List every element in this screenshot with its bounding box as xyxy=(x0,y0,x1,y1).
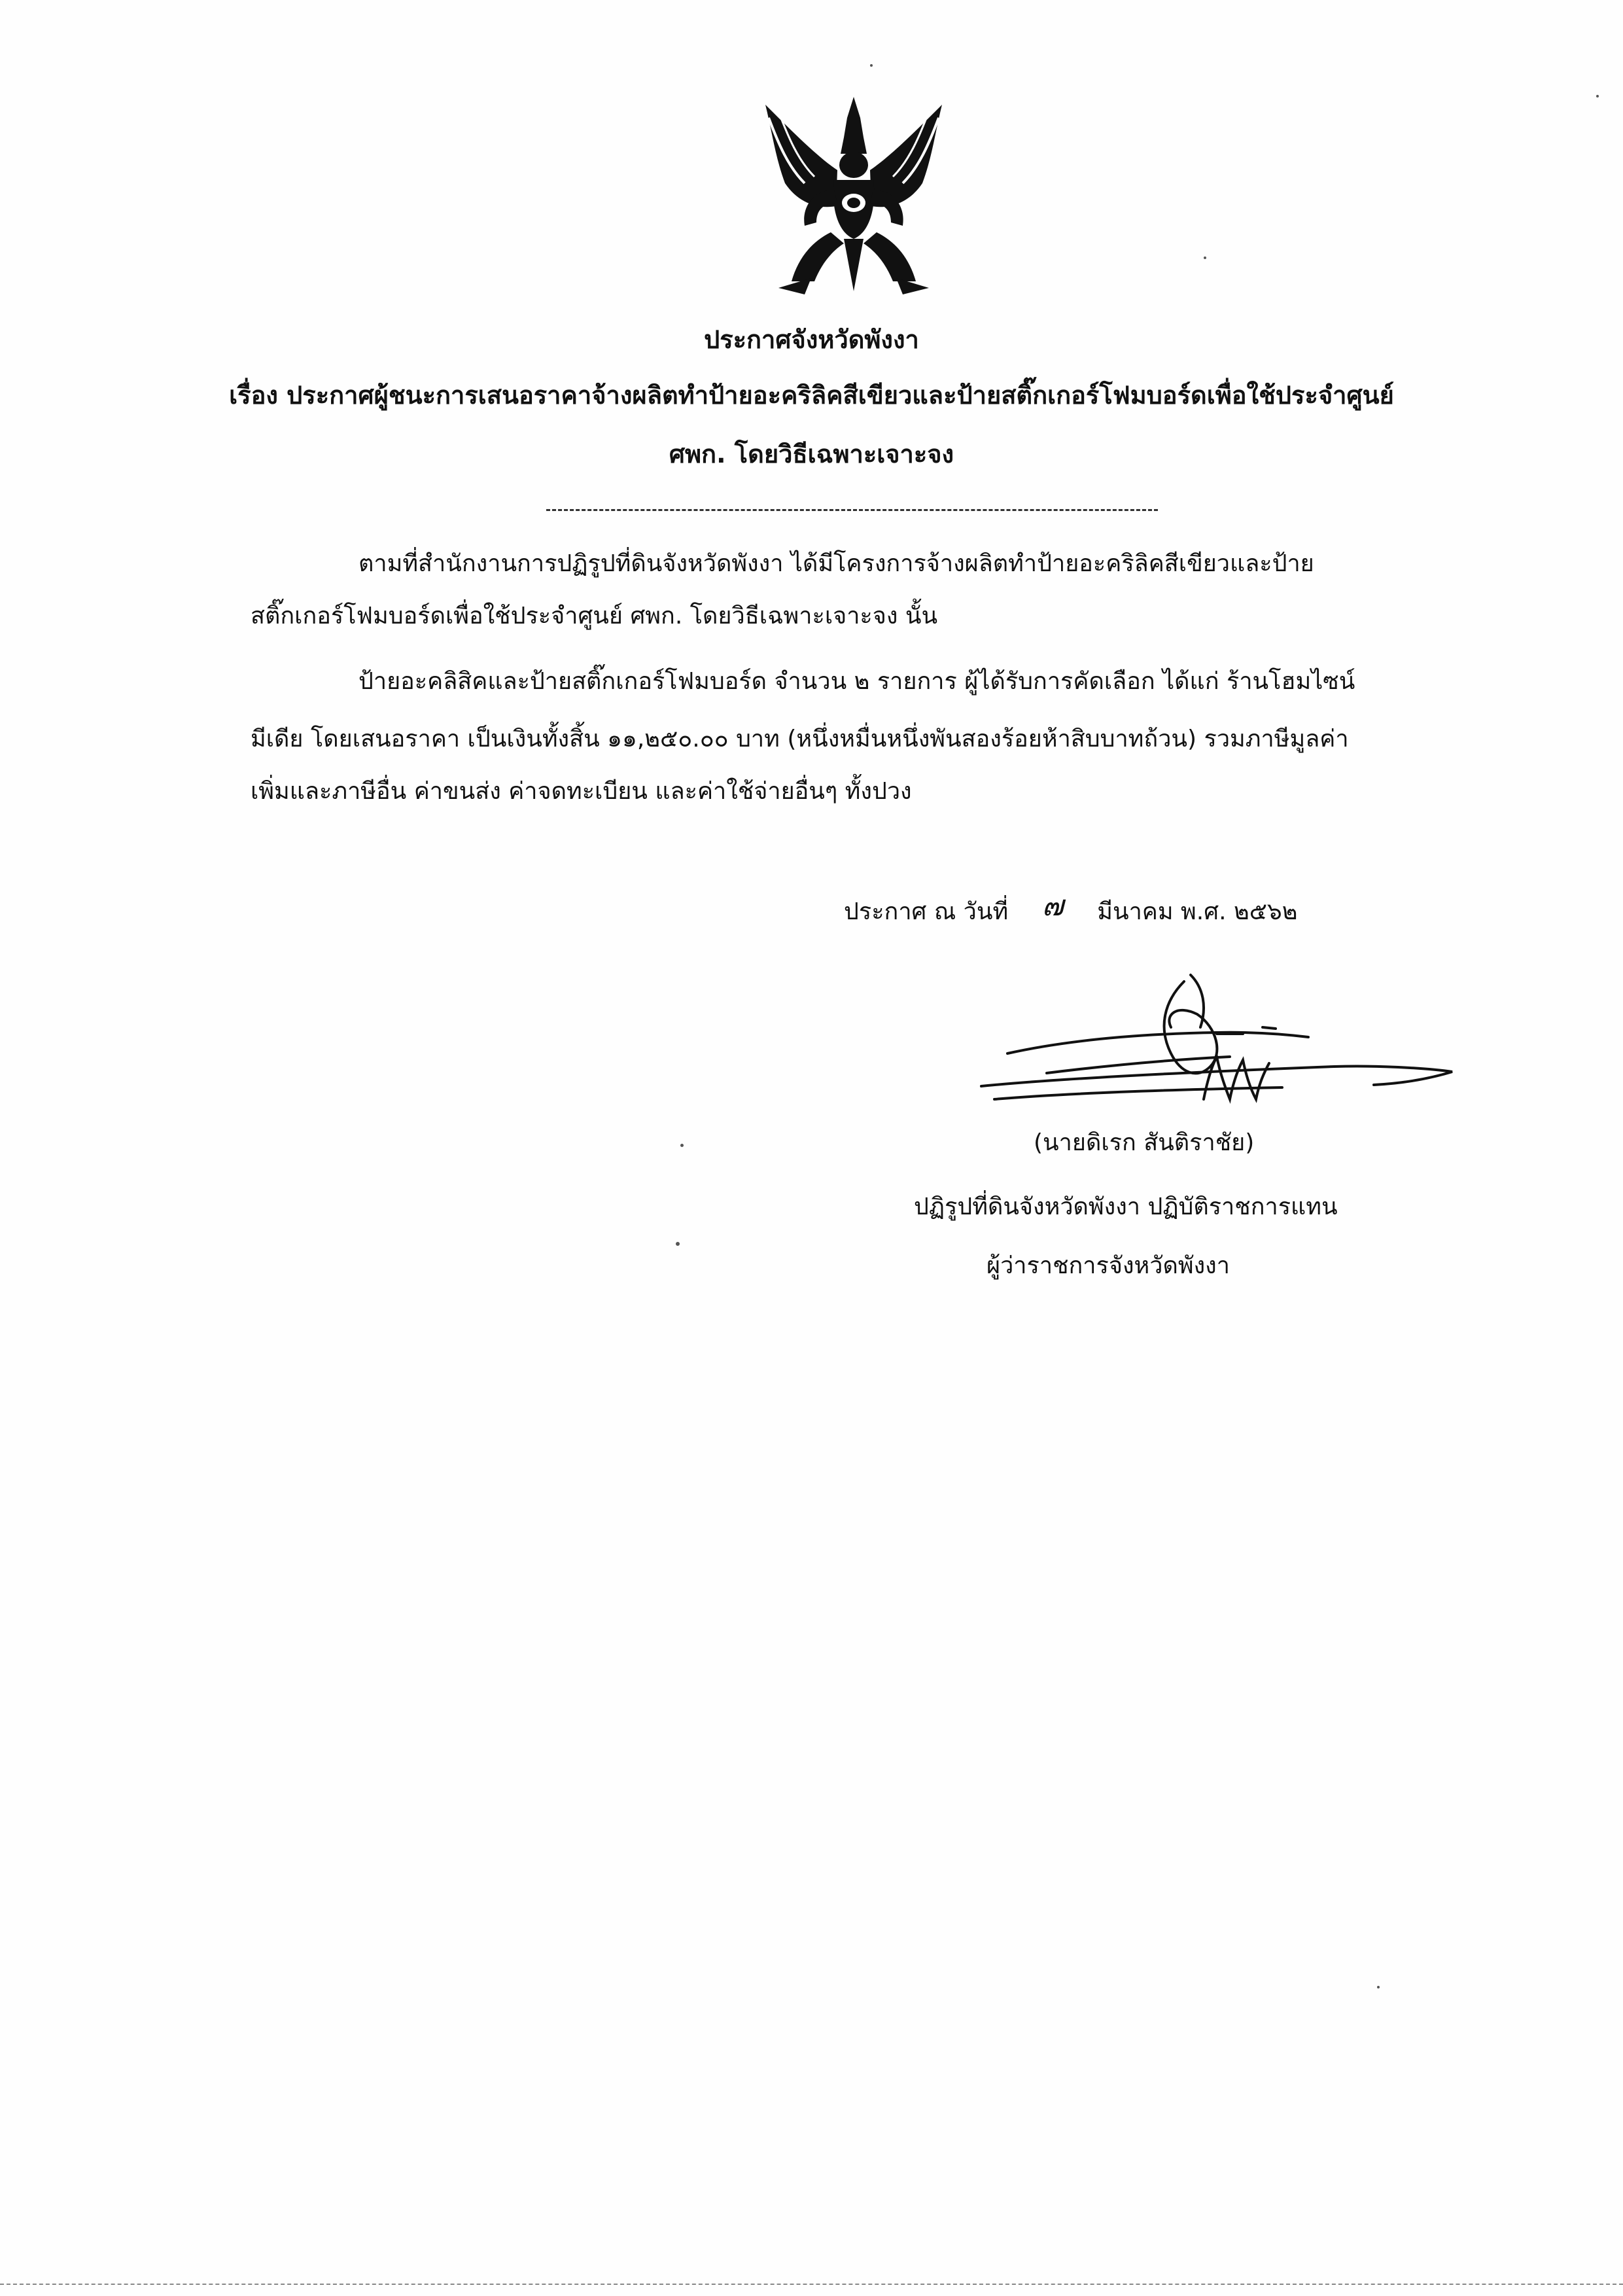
announcement-date xyxy=(844,887,1298,932)
paragraph-2-line-1: ป้ายอะคลิสิคและป้ายสติ๊กเกอร์โฟมบอร์ด จำนวน ๒ รายการ ผู้ได้รับการคัดเลือก ได้แก่ ร้านโฮมไซน์ xyxy=(358,668,1355,695)
scan-speck xyxy=(1377,1986,1380,1988)
date-prefix: ประกาศ ณ วันที่ xyxy=(844,898,1009,925)
paragraph-2-line-3: เพิ่มและภาษีอื่น ค่าขนส่ง ค่าจดทะเบียน และค่าใช้จ่ายอื่นๆ ทั้งปวง xyxy=(251,778,912,805)
document-title: ประกาศจังหวัดพังงา xyxy=(704,325,919,354)
date-day-handwritten: ๗ xyxy=(1041,889,1064,923)
signatory-name: (นายดิเรก สันติราชัย) xyxy=(1034,1129,1255,1156)
scan-speck xyxy=(680,1144,684,1147)
paragraph-1-line-1: ตามที่สำนักงานการปฏิรูปที่ดินจังหวัดพังงา ได้มีโครงการจ้างผลิตทำป้ายอะคริลิคสีเขียวและป้าย xyxy=(358,550,1314,577)
scan-speck xyxy=(676,1242,680,1246)
signatory-position-2: ผู้ว่าราชการจังหวัดพังงา xyxy=(986,1252,1230,1279)
scan-speck xyxy=(870,64,873,67)
paragraph-2-line-2: มีเดีย โดยเสนอราคา เป็นเงินทั้งสิ้น ๑๑,๒๕๐.๐๐ บาท (หนึ่งหมื่นหนึ่งพันสองร้อยห้าสิบบาทถ้วน) รวมภาษีมูลค่า xyxy=(251,726,1349,752)
scan-edge-marks xyxy=(0,2284,1623,2287)
signatory-position-1: ปฏิรูปที่ดินจังหวัดพังงา ปฏิบัติราชการแทน xyxy=(914,1193,1338,1220)
date-month-year: มีนาคม พ.ศ. ๒๕๖๒ xyxy=(1097,898,1298,925)
dashed-divider xyxy=(546,509,1158,511)
subject-line-2: ศพก. โดยวิธีเฉพาะเจาะจง xyxy=(669,440,954,468)
garuda-emblem-icon xyxy=(739,92,968,301)
paragraph-1-line-2: สติ๊กเกอร์โฟมบอร์ดเพื่อใช้ประจำศูนย์ ศพก. โดยวิธีเฉพาะเจาะจง นั้น xyxy=(251,603,938,629)
subject-line-1: เรื่อง ประกาศผู้ชนะการเสนอราคาจ้างผลิตทำป้ายอะคริลิคสีเขียวและป้ายสติ๊กเกอร์โฟมบอร์ดเพื่อใช้ประจำศูนย์ xyxy=(229,381,1394,410)
scan-speck xyxy=(1596,95,1599,97)
scan-speck xyxy=(1204,256,1206,259)
handwritten-signature xyxy=(968,968,1465,1125)
